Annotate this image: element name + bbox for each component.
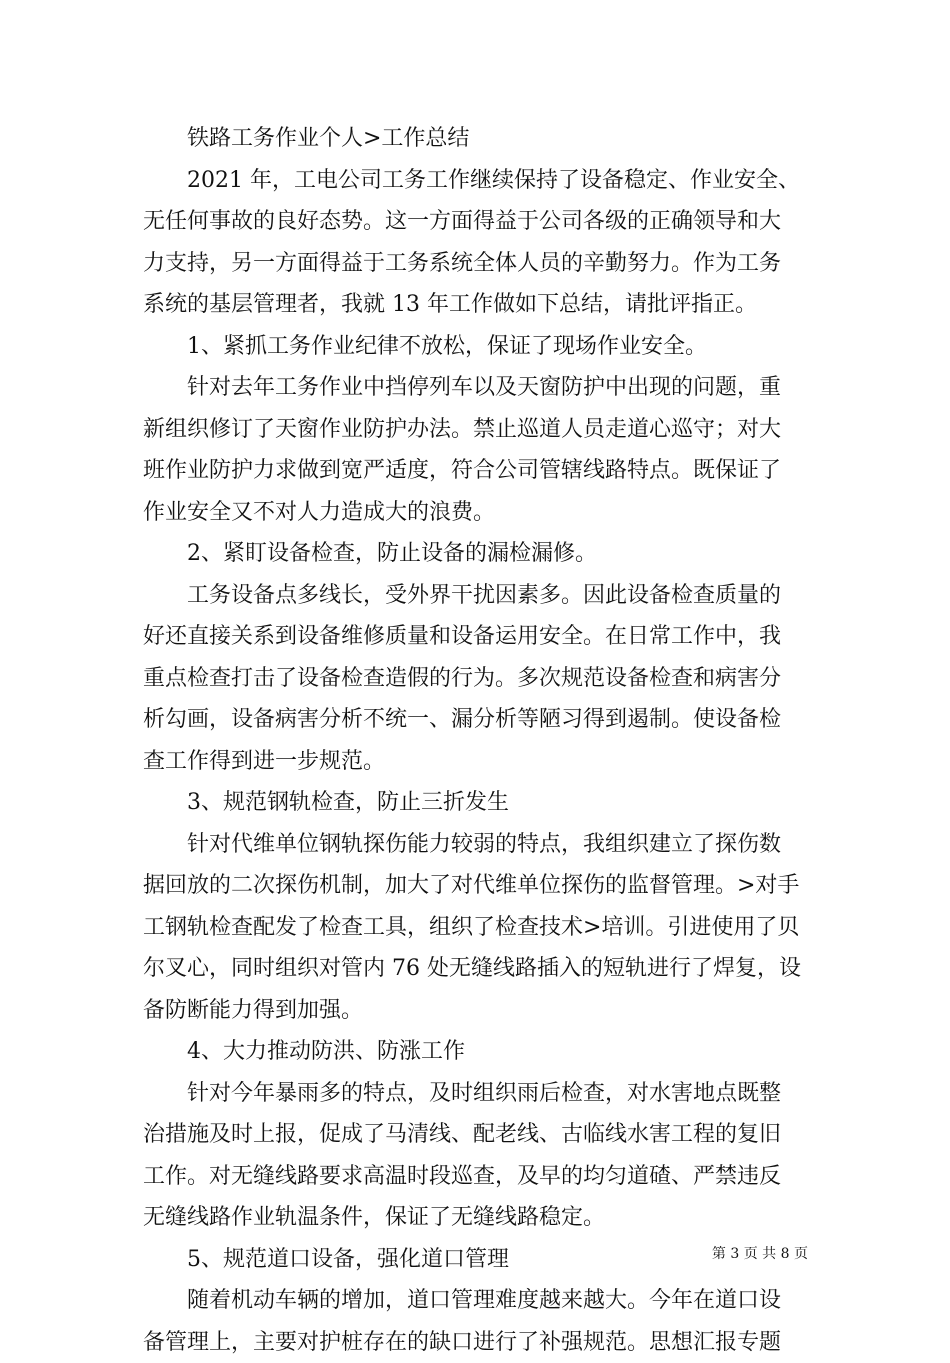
text-line: 备管理上，主要对护桩存在的缺口进行了补强规范。思想汇报专题: [143, 1322, 808, 1363]
text-line: 查工作得到进一步规范。: [143, 741, 808, 783]
document-title: 铁路工务作业个人>工作总结: [143, 118, 808, 160]
text-line: 尔叉心，同时组织对管内 76 处无缝线路插入的短轨进行了焊复，设: [143, 948, 808, 990]
text-line: 针对代维单位钢轨探伤能力较弱的特点，我组织建立了探伤数: [143, 824, 808, 866]
text-line: 好还直接关系到设备维修质量和设备运用安全。在日常工作中，我: [143, 616, 808, 658]
text-line: 力支持，另一方面得益于工务系统全体人员的辛勤努力。作为工务: [143, 243, 808, 285]
text-line: 无任何事故的良好态势。这一方面得益于公司各级的正确领导和大: [143, 201, 808, 243]
text-line: 3、规范钢轨检查，防止三折发生: [143, 782, 808, 824]
text-line: 作业安全又不对人力造成大的浪费。: [143, 492, 808, 534]
text-line: 针对今年暴雨多的特点，及时组织雨后检查，对水害地点既整: [143, 1073, 808, 1115]
document-body: [143, 118, 808, 1363]
page-number: 第 3 页 共 8 页: [0, 1244, 808, 1264]
text-line: 5、规范道口设备，强化道口管理: [143, 1239, 808, 1281]
text-line: 新组织修订了天窗作业防护办法。禁止巡道人员走道心巡守；对大: [143, 409, 808, 451]
text-line: 治措施及时上报，促成了马清线、配老线、古临线水害工程的复旧: [143, 1114, 808, 1156]
text-line: 4、大力推动防洪、防涨工作: [143, 1031, 808, 1073]
text-line: 随着机动车辆的增加，道口管理难度越来越大。今年在道口设: [143, 1280, 808, 1322]
text-line: 系统的基层管理者，我就 13 年工作做如下总结，请批评指正。: [143, 284, 808, 326]
text-line: 析勾画，设备病害分析不统一、漏分析等陋习得到遏制。使设备检: [143, 699, 808, 741]
text-line: 据回放的二次探伤机制，加大了对代维单位探伤的监督管理。>对手: [143, 865, 808, 907]
text-line: 工务设备点多线长，受外界干扰因素多。因此设备检查质量的: [143, 575, 808, 617]
text-line: 班作业防护力求做到宽严适度，符合公司管辖线路特点。既保证了: [143, 450, 808, 492]
text-line: 重点检查打击了设备检查造假的行为。多次规范设备检查和病害分: [143, 658, 808, 700]
text-line: 工作。对无缝线路要求高温时段巡查，及早的均匀道碴、严禁违反: [143, 1156, 808, 1198]
text-line: 工钢轨检查配发了检查工具，组织了检查技术>培训。引进使用了贝: [143, 907, 808, 949]
text-line: 无缝线路作业轨温条件，保证了无缝线路稳定。: [143, 1197, 808, 1239]
text-line: 1、紧抓工务作业纪律不放松，保证了现场作业安全。: [143, 326, 808, 368]
text-line: 针对去年工务作业中挡停列车以及天窗防护中出现的问题，重: [143, 367, 808, 409]
text-line: 备防断能力得到加强。: [143, 990, 808, 1032]
text-line: 2、紧盯设备检查，防止设备的漏检漏修。: [143, 533, 808, 575]
text-line: 2021 年，工电公司工务工作继续保持了设备稳定、作业安全、: [143, 160, 808, 202]
